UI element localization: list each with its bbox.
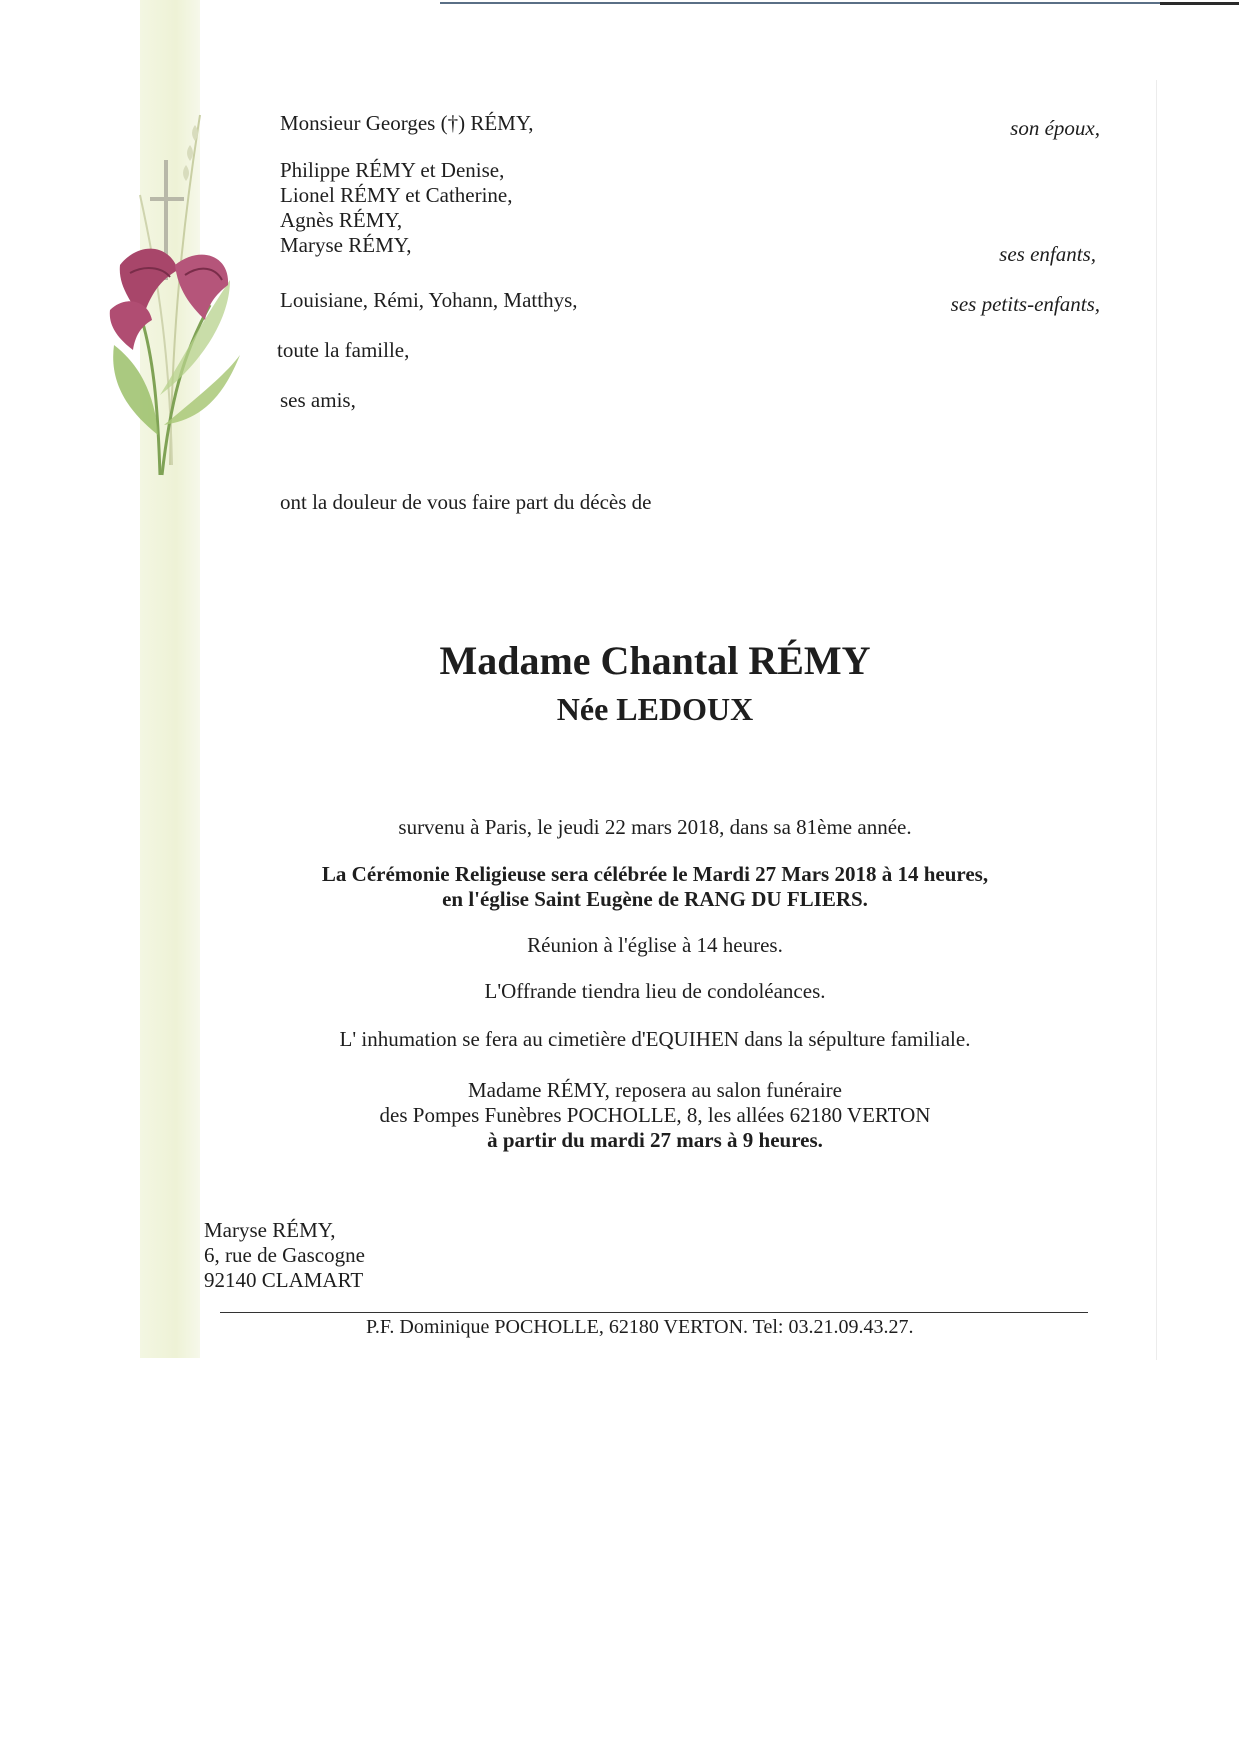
announcement-intro: ont la douleur de vous faire part du décès de xyxy=(280,490,652,514)
meeting-line: Réunion à l'église à 14 heures. xyxy=(527,933,783,957)
offering-line: L'Offrande tiendra lieu de condoléances. xyxy=(484,979,826,1003)
contact-address xyxy=(204,1218,365,1293)
funeral-home-footer: P.F. Dominique POCHOLLE, 62180 VERTON. Tel: 03.21.09.43.27. xyxy=(366,1316,914,1338)
scan-edge-line xyxy=(440,2,1160,4)
child-name: Philippe RÉMY et Denise, xyxy=(280,158,505,182)
grandchildren-role: ses petits-enfants, xyxy=(950,292,1100,316)
rest-line-1: Madame RÉMY, reposera au salon funéraire xyxy=(468,1078,842,1102)
contact-name: Maryse RÉMY, xyxy=(204,1218,336,1242)
rest-line-3: à partir du mardi 27 mars à 9 heures. xyxy=(487,1128,823,1152)
burial-line: L' inhumation se fera au cimetière d'EQUIHEN dans la sépulture familiale. xyxy=(339,1027,971,1051)
contact-street: 6, rue de Gascogne xyxy=(204,1243,365,1267)
deceased-birth-name: Née LEDOUX xyxy=(556,691,754,727)
cross-horizontal xyxy=(150,197,184,201)
ceremony-line-2: en l'église Saint Eugène de RANG DU FLIERS. xyxy=(442,887,868,911)
rest-line-2: des Pompes Funèbres POCHOLLE, 8, les allées 62180 VERTON xyxy=(379,1103,931,1127)
children-role: ses enfants, xyxy=(999,242,1096,266)
lily-flower-icon xyxy=(110,301,152,350)
deceased-name: Madame Chantal RÉMY xyxy=(439,638,871,683)
lily-cross-illustration xyxy=(100,105,250,485)
family-line: toute la famille, xyxy=(277,338,410,362)
child-name: Agnès RÉMY, xyxy=(280,208,403,232)
ceremony-line-1: La Cérémonie Religieuse sera célébrée le Mardi 27 Mars 2018 à 14 heures, xyxy=(321,862,989,886)
contact-city: 92140 CLAMART xyxy=(204,1268,364,1292)
child-name: Lionel RÉMY et Catherine, xyxy=(280,183,513,207)
grandchildren-names: Louisiane, Rémi, Yohann, Matthys, xyxy=(280,288,578,312)
footer-divider xyxy=(220,1312,1088,1313)
scan-edge-mark xyxy=(1160,2,1239,5)
spouse-role: son époux, xyxy=(1010,116,1100,140)
spouse-name: Monsieur Georges (†) RÉMY, xyxy=(280,111,534,135)
death-details: survenu à Paris, le jeudi 22 mars 2018, dans sa 81ème année. xyxy=(398,815,912,839)
children-list xyxy=(280,158,513,258)
friends-line: ses amis, xyxy=(280,388,356,412)
child-name: Maryse RÉMY, xyxy=(280,233,412,257)
